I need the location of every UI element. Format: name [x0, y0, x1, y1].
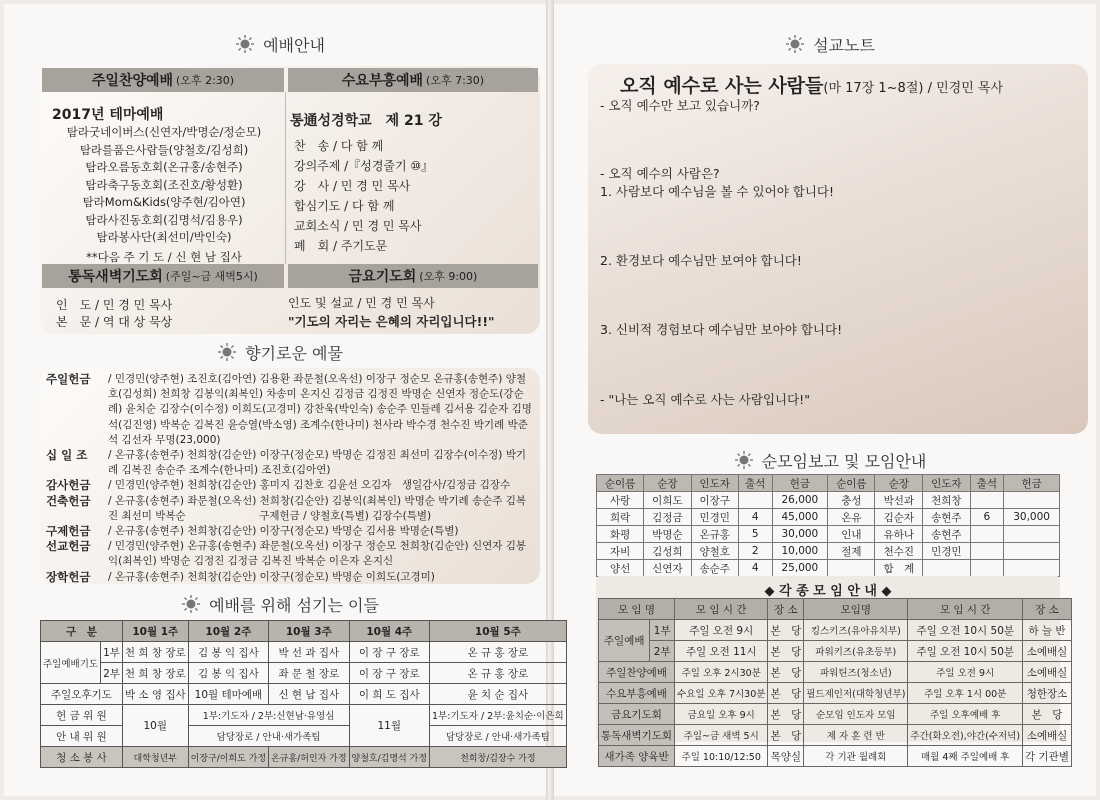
table-row: 양선 신연자 송순주 4 25,000 합 계	[597, 560, 1060, 577]
theme-item: 탐라굿네이버스(신연자/박명순/정순모)	[66, 125, 262, 139]
table-row: 자비 김성희 양철호 2 10,000 절제 천수진 민경민	[597, 543, 1060, 560]
table-row: 2부 천 희 창 장로 김 봉 익 집사 좌 문 철 장로 이 장 구 장로 온 규 홍 장로	[41, 663, 567, 684]
table-row: 청 소 봉 사 대학청년부 이장구/이희도 가정 온규홍/허인자 가정 양철호/김명석 가정 천희창/김장수 가정	[41, 747, 567, 768]
table-row: 화평 박명순 온규홍 5 30,000 인내 유하나 송현주	[597, 526, 1060, 543]
offering-names: / 온규홍(송현주) 천희창(김순안) 이장구(정순모) 박명순 이희도(고경미)	[108, 570, 435, 583]
offering-label: 감사헌금	[46, 478, 91, 493]
offering-row	[46, 478, 536, 493]
theme-item: 탐라를품은사람들(양철호/김성희)	[79, 142, 249, 157]
theme-next: **다음 주 기 도 / 신 현 남 집사	[86, 249, 242, 264]
offering-label: 건축헌금	[46, 493, 91, 508]
serving-section-title	[150, 592, 410, 616]
offering-row	[46, 448, 536, 478]
fri-slogan: "기도의 자리는 은혜의 자리입니다!!"	[288, 314, 495, 329]
sunburst-icon	[235, 34, 255, 54]
offering-label: 구제헌금	[46, 524, 91, 539]
offering-label: 선교헌금	[46, 539, 91, 554]
report-section-title	[700, 448, 960, 472]
sermon-box	[588, 64, 1088, 434]
theme-title: 2017년 테마예배	[52, 107, 164, 123]
table-row: 주일예배기도 1부 천 희 창 장로 김 봉 익 집사 박 선 과 집사 이 장 구 장로 온 규 홍 장로	[41, 642, 567, 663]
offering-names: / 온규홍(송현주) 천희창(김순안) 이장구(정순모) 박명순 김서용 박명순(특별)	[108, 525, 459, 538]
theme-item: 탐라사진동호회(김명석/김용우)	[85, 212, 243, 227]
sermon-line: 2. 환경보다 예수님만 보여야 합니다!	[600, 253, 802, 268]
serving-title-text: 예배를 위해 섬기는 이들	[209, 595, 379, 615]
wed-order-item: 합심기도 / 다 함 께	[294, 199, 395, 213]
table-row: 모 임 명 모 임 시 간 장 소 모임명 모 임 시 간 장 소	[599, 599, 1072, 620]
offering-label: 십 일 조	[46, 448, 88, 463]
table-row: 안 내 위 원 담당장로 / 안내·새가족팀 담당장로 / 안내·새가족팀	[41, 726, 567, 747]
wed-course-title: 통通성경학교 제 21 강	[290, 113, 442, 129]
table-row: 사랑 이희도 이장구 26,000 충성 박선과 천희창	[597, 492, 1060, 509]
report-title-text: 순모임보고 및 모임안내	[761, 451, 927, 471]
table-row: 새가족 양육반 주일 10:10/12:50 목양실 각 기관 월례회 매월 4째 주일예배 후 각 기관별	[599, 746, 1072, 767]
sermon-line: - "나는 오직 예수로 사는 사람입니다!"	[600, 392, 810, 407]
offering-label: 주일헌금	[46, 372, 91, 386]
dawn-leader: 인 도 / 민 경 민 목사	[56, 298, 173, 312]
worship-title-text: 예배안내	[263, 35, 325, 55]
wed-order-item: 폐 회 / 주기도문	[294, 239, 388, 253]
fri-prayer-header: 금요기도회 (오후 9:00)	[288, 264, 538, 288]
theme-list	[46, 124, 282, 267]
table-row: 헌 금 위 원 10월 1부:기도자 / 2부:신현남·유영심 11월 1부:기도자 / 2부:윤치순·이은희	[41, 705, 567, 726]
sermon-title-text: 설교노트	[813, 35, 875, 55]
dawn-text: 본 문 / 역 대 상 묵상	[56, 315, 173, 329]
offering-names: / 온규홍(송현주) 천희창(김순안) 이장구(정순모) 박명순 김정진 최선미 김장수(이수정) 박기례 김복진 송순주 조계수(한나미) 조진호(김아연)	[108, 449, 527, 477]
sermon-line: - 오직 예수의 사람은?	[600, 166, 720, 181]
table-row: 금요기도회 금요일 오후 9시 본 당 순모임 인도자 모임 주일 오후예배 후 본 당	[599, 704, 1072, 725]
table-row: 순이름 순장 인도자 출석 헌금 순이름 순장 인도자 출석 헌금	[597, 475, 1060, 492]
offering-section-title	[180, 340, 380, 364]
fri-leader: 인도 및 설교 / 민 경 민 목사	[288, 296, 435, 310]
cell-report-table	[596, 474, 1060, 577]
sermon-line: 3. 신비적 경험보다 예수님만 보아야 합니다!	[600, 322, 843, 337]
table-row: 2부 주일 오전 11시 본 당 파워키즈(유초등부) 주일 오전 10시 50분 소예배실	[599, 641, 1072, 662]
offering-row	[46, 494, 536, 524]
wed-order-item: 찬 송 / 다 함 께	[294, 139, 384, 153]
wed-order-item: 교회소식 / 민 경 민 목사	[294, 219, 422, 233]
wed-order-item: 강 사 / 민 경 민 목사	[294, 179, 411, 193]
offering-row	[46, 570, 536, 585]
meetings-title: ◆ 각 종 모 임 안 내 ◆	[764, 584, 892, 599]
offering-names: / 민경민(양주현) 조진호(김아연) 김용환 좌문철(오옥선) 이장구 정순모 온규홍(송현주) 양철호(김성희) 천희창 김봉익(최복인) 차송미 온지신 김정금 김정진 박명순 신연자 정순도(강순례) 윤치순 김장수(이수정) 이희도(고경미) 강찬욱(박인숙) 송순주 민들레 김서용 김순자 김명석(김진영) 박복순 김복진 윤승열(박소영) 조계수(한나미) 천사라 박수경 천수진 박기례 박준석 김선자 무명(23,000)	[108, 373, 532, 446]
wed-order-list	[294, 136, 534, 256]
sunburst-icon	[217, 342, 237, 362]
sunburst-icon	[181, 594, 201, 614]
serving-table	[40, 620, 567, 768]
theme-item: 탐라축구동호회(조진호/황성환)	[85, 177, 243, 192]
table-row: 희락 김정금 민경민 4 45,000 온유 김순자 송현주 6 30,000	[597, 509, 1060, 526]
offering-row	[46, 524, 536, 539]
meetings-table	[598, 598, 1072, 767]
offering-names: / 민경민(양주현) 천희창(김순안) 홍미지 김찬호 김윤선 오김자 생일감사/김정금 김장수	[108, 479, 511, 492]
sunday-worship-header: 주일찬양예배 (오후 2:30)	[42, 68, 284, 92]
theme-item: 탐라오름동호회(온규홍/송현주)	[85, 160, 243, 174]
table-row: 주일찬양예배 주일 오후 2시30분 본 당 파워틴즈(청소년) 주일 오전 9시 소예배실	[599, 662, 1072, 683]
offering-names: / 온규홍(송현주) 좌문철(오옥선) 천희창(김순안) 김봉익(최복인) 박명순 박기례 송순주 김복진 최선미 박복순 구제헌금 / 양철호(특별) 김장수(특별)	[108, 494, 527, 522]
table-row: 통독새벽기도회 주일~금 새벽 5시 본 당 제 자 훈 련 반 주간(화오전),야간(수저녁) 소예배실	[599, 725, 1072, 746]
table-row: 구 분 10월 1주 10월 2주 10월 3주 10월 4주 10월 5주	[41, 621, 567, 642]
sermon-heading: 오직 예수로 사는 사람들(마 17장 1~8절) / 민경민 목사	[620, 75, 1004, 97]
sermon-line: - 오직 예수만 보고 있습니까?	[600, 98, 760, 113]
sermon-section-title	[730, 32, 930, 56]
divider	[285, 92, 286, 264]
sermon-line: 1. 사람보다 예수님을 볼 수 있어야 합니다!	[600, 184, 834, 199]
table-row: 주일오후기도 박 소 영 집사 10월 테마예배 신 현 남 집사 이 희 도 집사 윤 치 순 집사	[41, 684, 567, 705]
offering-row	[46, 372, 536, 448]
offering-label: 장학헌금	[46, 569, 91, 584]
wed-order-item: 강의주제 /『성경줄기 ⑩』	[294, 159, 434, 173]
dawn-prayer-header: 통독새벽기도회 (주일~금 새벽5시)	[42, 264, 284, 288]
table-row: 주일예배 1부 주일 오전 9시 본 당 킹스키즈(유아유치부) 주일 오전 10시 50분 하 늘 반	[599, 620, 1072, 641]
offering-list	[46, 372, 536, 585]
offering-names: / 민경민(양주현) 온규홍(송현주) 좌문철(오옥선) 이장구 정순모 천희창(김순안) 신연자 김봉익(최복인) 박명순 김정진 김정금 김복진 박복순 이은자 온지신	[108, 540, 527, 568]
theme-item: 탐라Mom&Kids(양주현/김아연)	[82, 195, 246, 209]
offering-title-text: 향기로운 예물	[245, 343, 343, 363]
worship-section-title	[180, 32, 380, 56]
table-row: 수요부흥예배 수요일 오후 7시30분 본 당 필드제인저(대학청년부) 주일 오후 1시 00분 청한장소	[599, 683, 1072, 704]
sunburst-icon	[785, 34, 805, 54]
sunburst-icon	[734, 450, 754, 470]
theme-item: 탐라봉사단(최선미/박인숙)	[96, 230, 232, 244]
offering-row	[46, 539, 536, 569]
wed-worship-header: 수요부흥예배 (오후 7:30)	[288, 68, 538, 92]
